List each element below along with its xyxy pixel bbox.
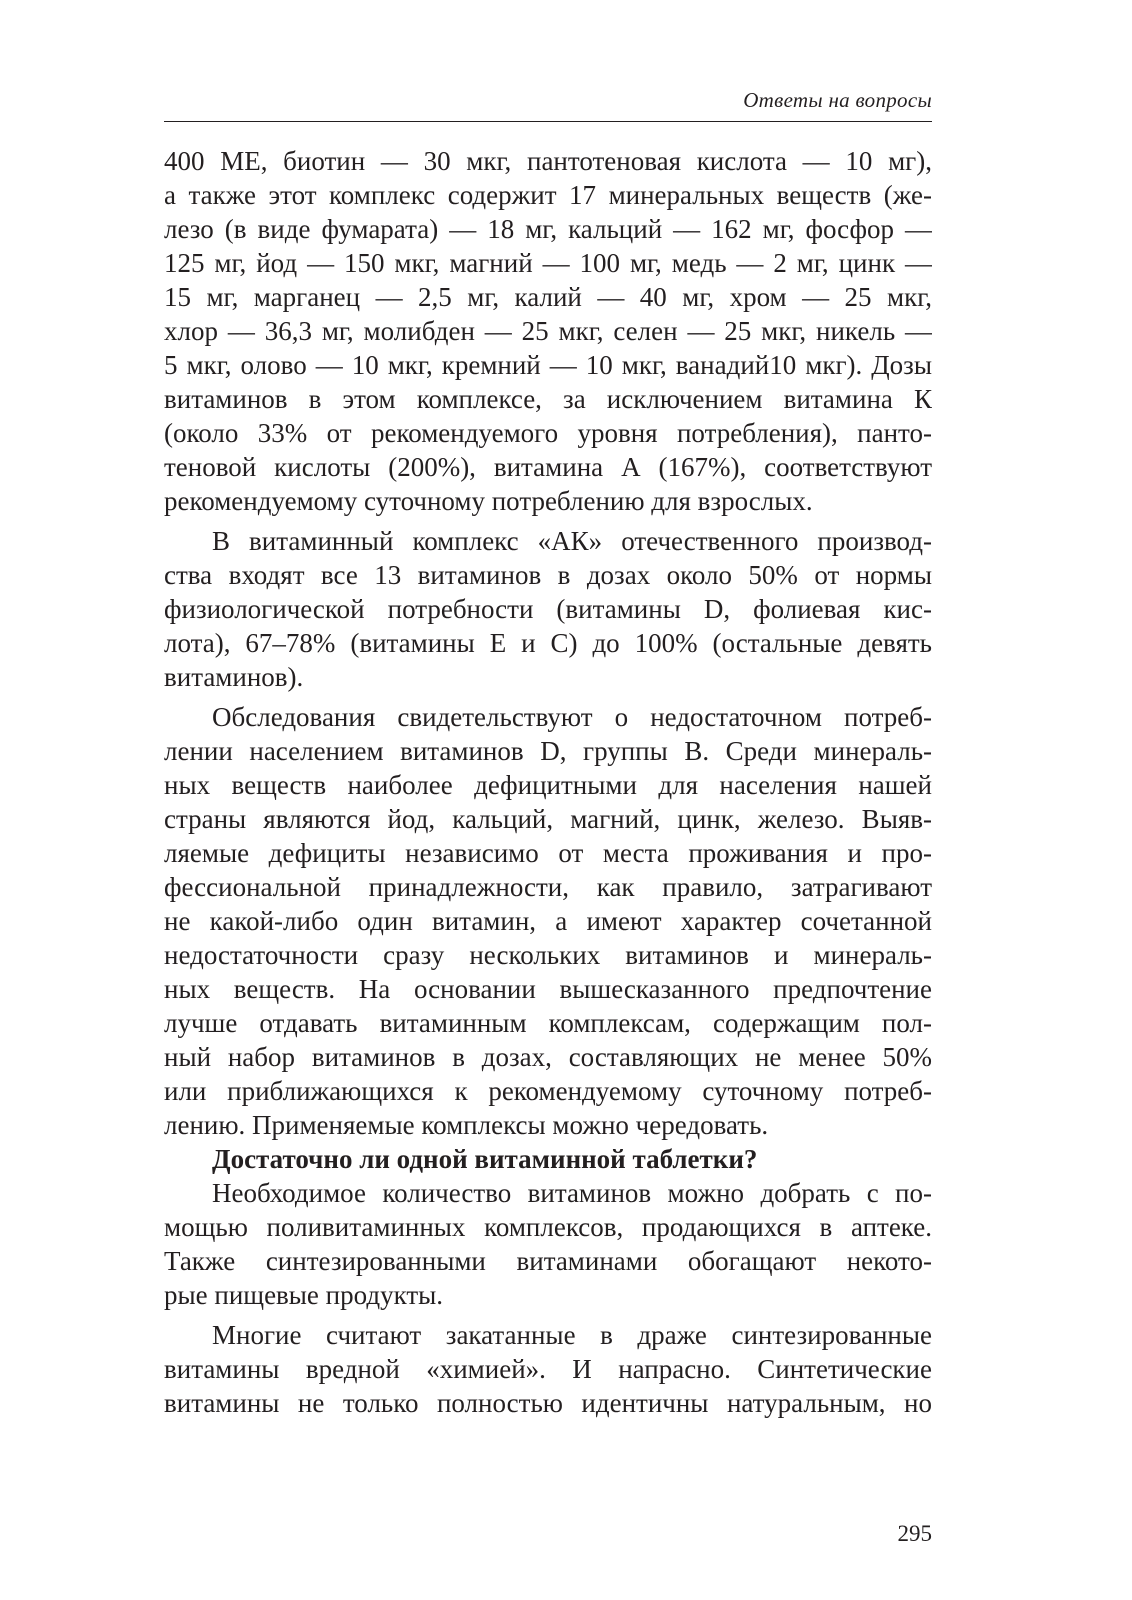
paragraph [164, 700, 932, 1142]
text-line: витамины не только полностью идентичны натуральным, но [164, 1388, 932, 1418]
heading-line: Достаточно ли одной витаминной таблетки? [212, 1144, 758, 1174]
text-line: Многие считают закатанные в драже синтезированные [212, 1320, 932, 1350]
text-line: лота), 67–78% (витамины Е и С) до 100% (остальные девять [164, 628, 932, 658]
text-line: лении населением витаминов D, группы В. Среди минераль- [164, 736, 932, 766]
text-line: лению. Применяемые комплексы можно чередовать. [164, 1110, 769, 1140]
text-line: рекомендуемому суточному потреблению для взрослых. [164, 486, 813, 516]
text-line: ляемые дефициты независимо от места проживания и про- [164, 838, 932, 868]
text-line: 5 мкг, олово — 10 мкг, кремний — 10 мкг, ванадий10 мкг). Дозы [164, 350, 932, 380]
page-number: 295 [897, 1521, 932, 1546]
text-line: ный набор витаминов в дозах, составляющих не менее 50% [164, 1042, 932, 1072]
text-line: витаминов). [164, 662, 304, 692]
text-line: мощью поливитаминных комплексов, продающихся в аптеке. [164, 1212, 932, 1242]
header-rule [164, 121, 932, 122]
text-line: теновой кислоты (200%), витамина А (167%), соответствуют [164, 452, 932, 482]
text-line: 400 МЕ, биотин — 30 мкг, пантотеновая кислота — 10 мг), [164, 146, 932, 176]
text-line: Также синтезированными витаминами обогащают некото- [164, 1246, 932, 1276]
text-line: витаминов в этом комплексе, за исключением витамина К [164, 384, 932, 414]
text-line: ных веществ. На основании вышесказанного предпочтение [164, 974, 932, 1004]
text-line: Обследования свидетельствуют о недостаточном потреб- [212, 702, 932, 732]
text-line: лезо (в виде фумарата) — 18 мг, кальций — 162 мг, фосфор — [164, 214, 932, 244]
paragraph [164, 1318, 932, 1420]
text-line: 125 мг, йод — 150 мкг, магний — 100 мг, медь — 2 мг, цинк — [164, 248, 932, 278]
text-line: физиологической потребности (витамины D, фолиевая кис- [164, 594, 932, 624]
text-line: или приближающихся к рекомендуемому суточному потреб- [164, 1076, 932, 1106]
paragraph [164, 1176, 932, 1312]
text-line: витамины вредной «химией». И напрасно. Синтетические [164, 1354, 932, 1384]
text-line: страны являются йод, кальций, магний, цинк, железо. Выяв- [164, 804, 932, 834]
text-line: ства входят все 13 витаминов в дозах около 50% от нормы [164, 560, 932, 590]
text-line: лучше отдавать витаминным комплексам, содержащим пол- [164, 1008, 932, 1038]
section-heading [164, 1142, 932, 1176]
text-line: не какой-либо один витамин, а имеют характер сочетанной [164, 906, 932, 936]
text-line: В витаминный комплекс «АК» отечественного производ- [212, 526, 932, 556]
text-line: ных веществ наиболее дефицитными для населения нашей [164, 770, 932, 800]
text-line: недостаточности сразу нескольких витаминов и минераль- [164, 940, 932, 970]
running-head: Ответы на вопросы [743, 88, 932, 112]
text-line: (около 33% от рекомендуемого уровня потребления), панто- [164, 418, 932, 448]
text-line: фессиональной принадлежности, как правило, затрагивают [164, 872, 932, 902]
text-line: 15 мг, марганец — 2,5 мг, калий — 40 мг, хром — 25 мкг, [164, 282, 932, 312]
text-line: хлор — 36,3 мг, молибден — 25 мкг, селен — 25 мкг, никель — [164, 316, 932, 346]
body-text [164, 144, 932, 1420]
paragraph [164, 144, 932, 518]
text-line: рые пищевые продукты. [164, 1280, 444, 1310]
paragraph [164, 524, 932, 694]
text-line: Необходимое количество витаминов можно добрать с по- [212, 1178, 932, 1208]
text-line: а также этот комплекс содержит 17 минеральных веществ (же- [164, 180, 932, 210]
